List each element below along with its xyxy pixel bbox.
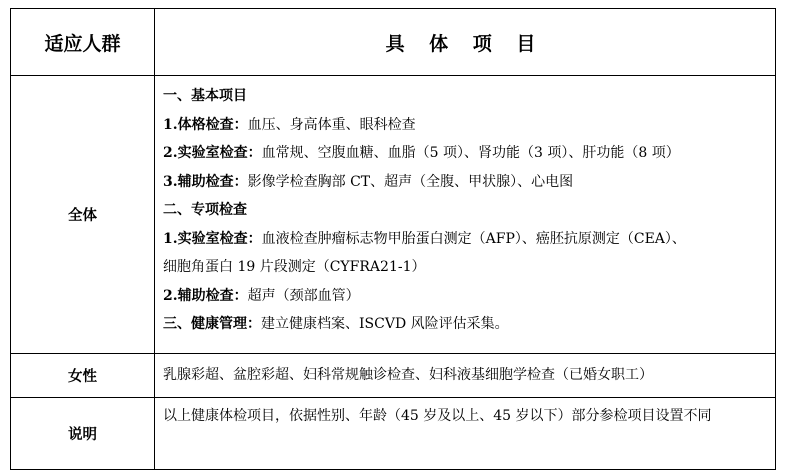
item-special-aux-label: 2.辅助检查： xyxy=(163,287,248,304)
item-special-aux xyxy=(163,282,771,311)
item-aux-text: 影像学检查胸部 CT、超声（全腹、甲状腺）、心电图 xyxy=(247,173,574,190)
header-target-group: 适应人群 xyxy=(11,9,155,76)
item-physical xyxy=(163,111,771,140)
target-all: 全体 xyxy=(11,76,155,354)
details-female: 乳腺彩超、盆腔彩超、妇科常规触诊检查、妇科液基细胞学检查（已婚女职工） xyxy=(155,354,776,398)
header-details: 具 体 项 目 xyxy=(155,9,776,76)
item-health-label: 三、健康管理： xyxy=(163,316,261,332)
details-note: 以上健康体检项目，依据性别、年龄（45 岁及以上、45 岁以下）部分参检项目设置不同 xyxy=(155,398,776,470)
item-lab-text: 血常规、空腹血糖、血脂（5 项）、肾功能（3 项）、肝功能（8 项） xyxy=(261,145,680,161)
details-all xyxy=(155,76,776,354)
item-health xyxy=(163,310,771,339)
item-lab xyxy=(163,139,771,168)
item-special-lab-text: 血液检查肿瘤标志物甲胎蛋白测定（AFP）、癌胚抗原测定（CEA）、 xyxy=(261,230,686,247)
health-check-table xyxy=(10,8,776,470)
item-special-lab-label: 1.实验室检查： xyxy=(163,230,262,247)
item-physical-label: 1.体格检查： xyxy=(163,116,248,133)
item-aux-label: 3.辅助检查： xyxy=(163,173,248,190)
item-health-text: 建立健康档案、ISCVD 风险评估采集。 xyxy=(261,316,509,332)
section-special-title: 二、专项检查 xyxy=(163,202,247,218)
item-physical-text: 血压、身高体重、眼科检查 xyxy=(247,116,416,133)
table-row-female xyxy=(11,354,776,398)
item-special-lab-cont: 细胞角蛋白 19 片段测定（CYFRA21-1） xyxy=(163,259,426,275)
item-aux xyxy=(163,168,771,197)
section-basic-title: 一、基本项目 xyxy=(163,88,247,104)
item-special-lab xyxy=(163,225,771,254)
table-row-all xyxy=(11,76,776,354)
item-lab-label: 2.实验室检查： xyxy=(163,145,262,161)
item-special-aux-text: 超声（颈部血管） xyxy=(247,287,360,304)
target-note: 说明 xyxy=(11,398,155,470)
table-row-note xyxy=(11,398,776,470)
table-header-row xyxy=(11,9,776,76)
target-female: 女性 xyxy=(11,354,155,398)
